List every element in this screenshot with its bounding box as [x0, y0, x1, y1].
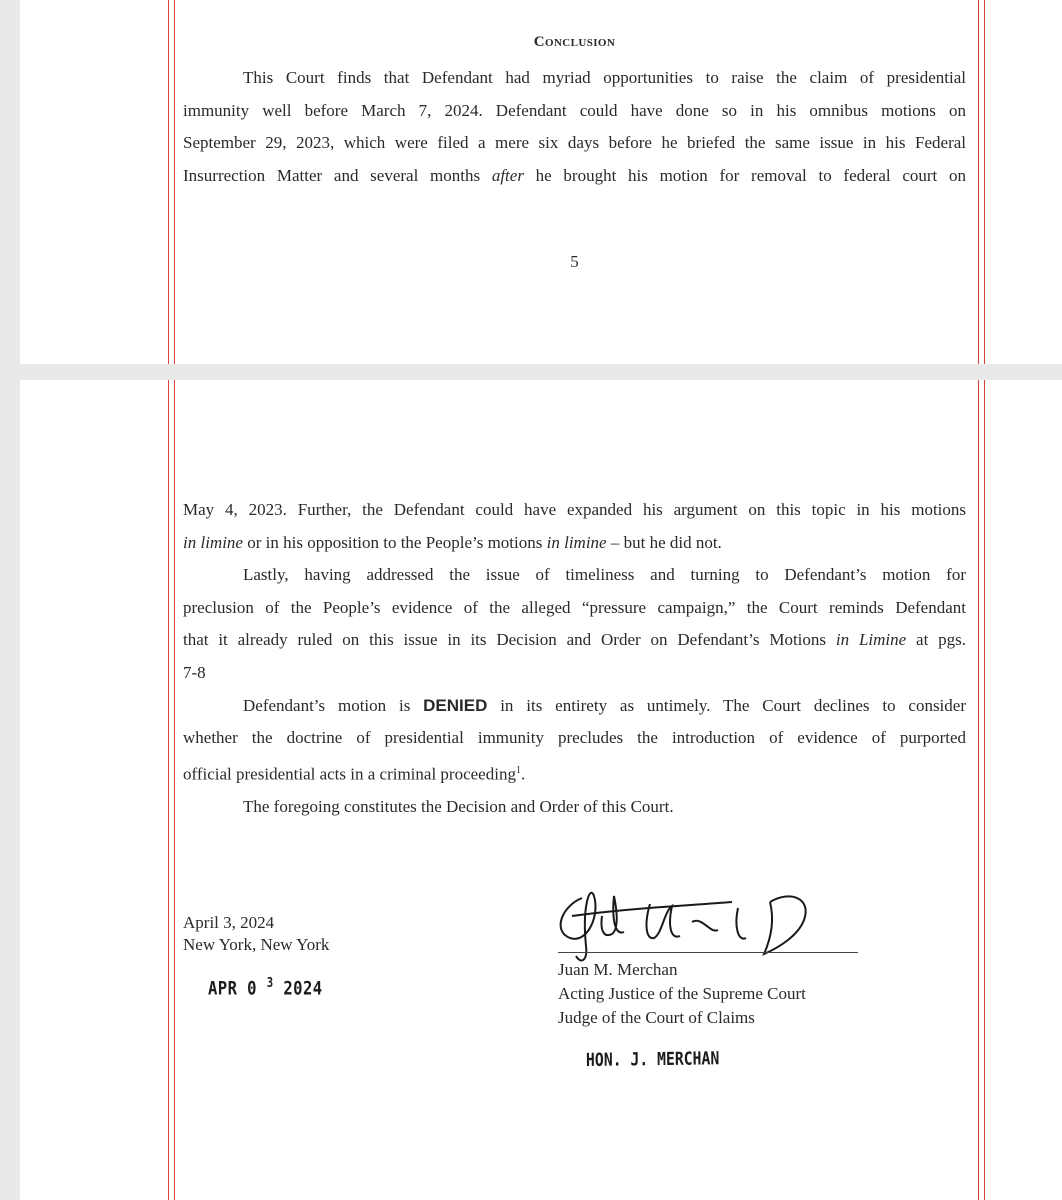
signature-line — [558, 952, 858, 953]
text-line: immunity well before March 7, 2024. Defendant could have done so in his omnibus motions on — [183, 100, 966, 120]
right-margin-line — [978, 0, 979, 364]
signature-block — [558, 958, 806, 1030]
order-body — [183, 494, 966, 824]
text-line: September 29, 2023, which were filed a mere six days before he briefed the same issue in his Federal — [183, 133, 966, 153]
document-page-6 — [20, 380, 1062, 1200]
text-line: in limine or in his opposition to the People’s motions in limine – but he did not. — [183, 532, 722, 552]
text-line: 7-8 — [183, 662, 206, 682]
handwritten-signature — [542, 876, 822, 968]
left-margin-line — [168, 380, 169, 1200]
right-margin-line — [984, 0, 985, 364]
left-margin-line — [174, 0, 175, 364]
left-margin-line — [168, 0, 169, 364]
signer-title: Judge of the Court of Claims — [558, 1008, 755, 1027]
text-line: This Court finds that Defendant had myriad opportunities to raise the claim of presidential — [243, 68, 966, 87]
decision-date: April 3, 2024 — [183, 913, 275, 932]
signer-name: Juan M. Merchan — [558, 960, 678, 979]
page-number: 5 — [570, 252, 579, 271]
text-line: Lastly, having addressed the issue of timeliness and turning to Defendant’s motion for — [243, 565, 966, 585]
signer-title: Acting Justice of the Supreme Court — [558, 984, 806, 1003]
conclusion-paragraph — [183, 62, 966, 192]
text-line: Defendant’s motion is DENIED in its entirety as untimely. The Court declines to consider — [243, 695, 966, 715]
name-stamp: HON. J. MERCHAN — [585, 1048, 720, 1071]
text-line: May 4, 2023. Further, the Defendant could have expanded his argument on this topic in his motions — [183, 500, 966, 519]
decision-location: New York, New York — [183, 935, 330, 954]
right-margin-line — [984, 380, 985, 1200]
text-line: that it already ruled on this issue in its Decision and Order on Defendant’s Motions in Limine at pgs. — [183, 630, 966, 650]
text-line: preclusion of the People’s evidence of the alleged “pressure campaign,” the Court reminds Defendant — [183, 597, 966, 617]
text-line: Insurrection Matter and several months after he brought his motion for removal to federal court on — [183, 165, 966, 185]
document-page-5 — [20, 0, 1062, 364]
text-line: official presidential acts in a criminal proceeding$^1$. — [183, 764, 526, 784]
text-line: The foregoing constitutes the Decision and Order of this Court. — [243, 797, 674, 816]
denied-bold: DENIED — [423, 695, 488, 715]
emphasis-after: after — [491, 165, 524, 185]
right-margin-line — [978, 380, 979, 1200]
section-heading: Conclusion — [533, 34, 616, 50]
date-stamp: APR 0 $^3$ 2024 — [208, 976, 323, 1000]
footnote-marker: 1 — [515, 764, 521, 776]
date-location-block — [183, 912, 329, 956]
text-line: whether the doctrine of presidential immunity precludes the introduction of evidence of purported — [183, 728, 966, 748]
left-margin-line — [174, 380, 175, 1200]
